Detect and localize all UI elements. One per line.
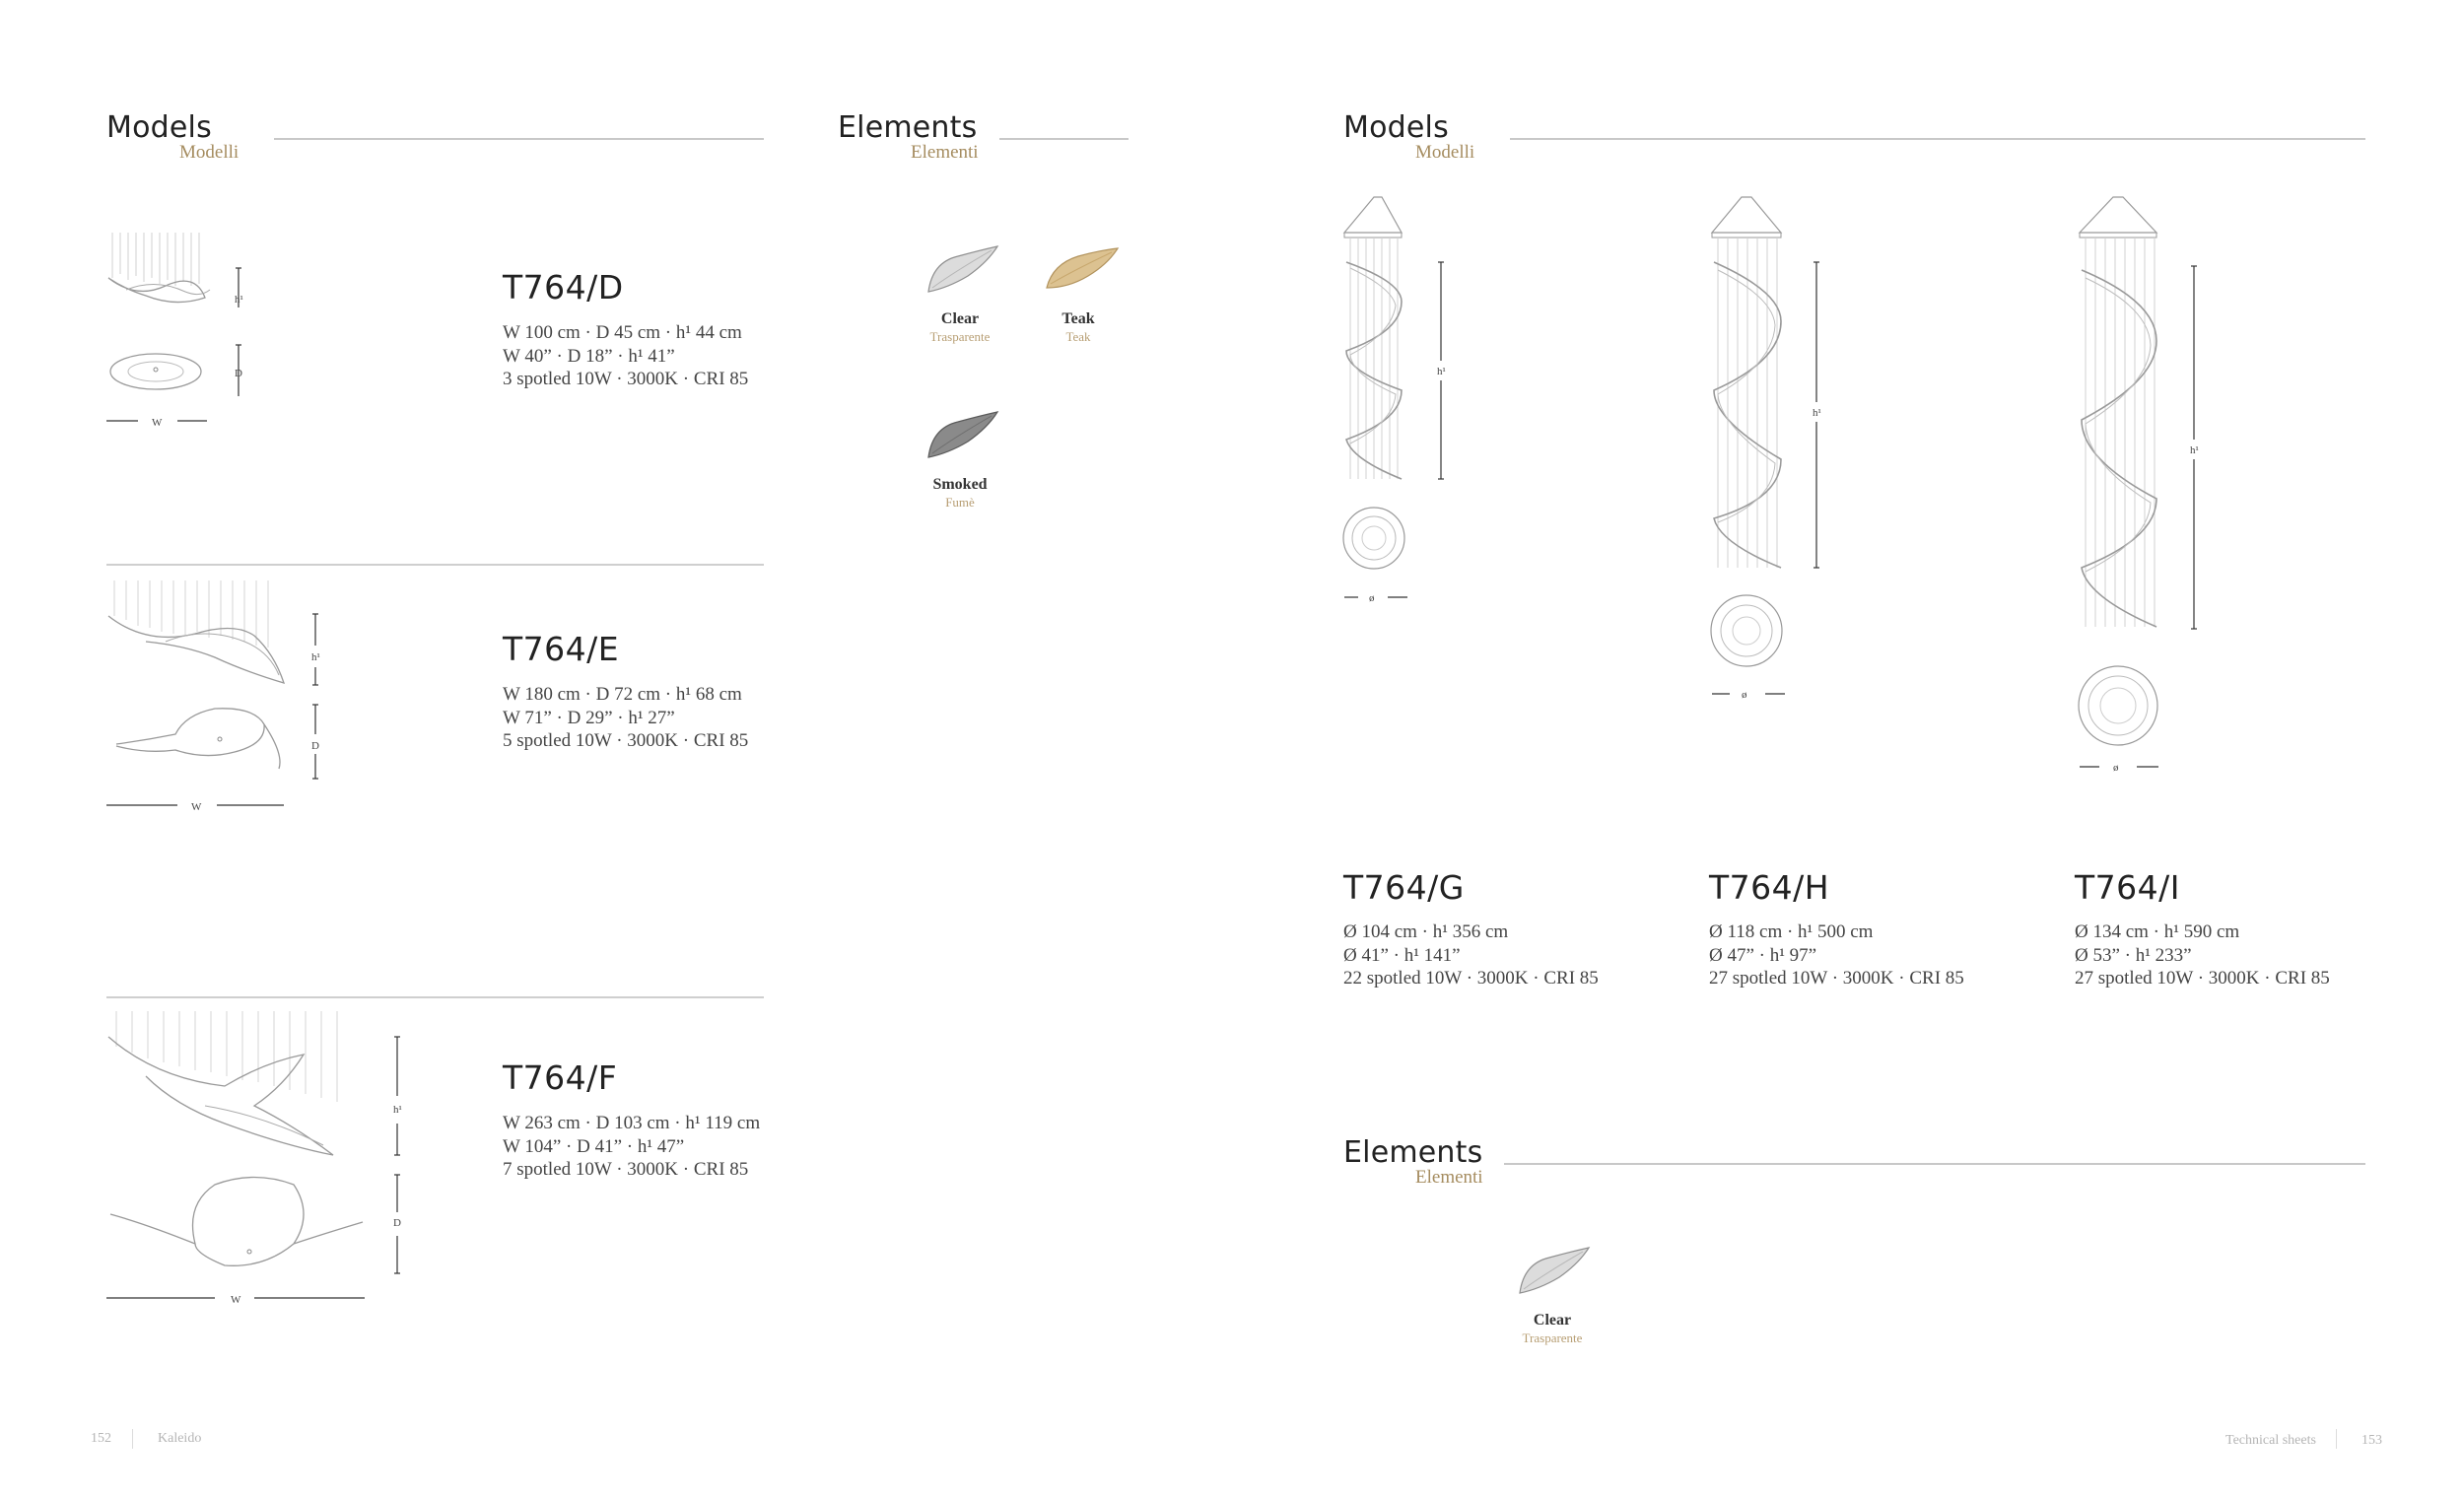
footer-page-number-left: 152 bbox=[91, 1431, 111, 1446]
model-h-diameter-label: ø bbox=[1742, 689, 1747, 701]
model-code-e: T764/E bbox=[503, 630, 620, 668]
model-i-diameter-label: ø bbox=[2113, 762, 2119, 774]
element-teak-subname: Teak bbox=[1065, 329, 1091, 344]
footer-divider-left bbox=[132, 1429, 133, 1449]
model-f-spec bbox=[503, 1112, 760, 1182]
spec-line: W 100 cm · D 45 cm · h¹ 44 cm bbox=[503, 322, 742, 343]
model-h-spec bbox=[1709, 920, 1964, 990]
element-smoked-image bbox=[924, 408, 1003, 462]
model-e-d-label: D bbox=[311, 740, 319, 752]
divider-2 bbox=[106, 996, 764, 998]
spec-line: 7 spotled 10W · 3000K · CRI 85 bbox=[503, 1159, 749, 1180]
spec-line: 5 spotled 10W · 3000K · CRI 85 bbox=[503, 730, 749, 751]
element-teak-image bbox=[1043, 242, 1122, 297]
model-code-h: T764/H bbox=[1709, 868, 1830, 907]
element-teak-name: Teak bbox=[1061, 310, 1095, 327]
spec-line: Ø 134 cm · h¹ 590 cm bbox=[2075, 921, 2240, 942]
spec-line: 27 spotled 10W · 3000K · CRI 85 bbox=[2075, 968, 2330, 989]
footer-section: Technical sheets bbox=[2225, 1433, 2316, 1448]
spec-line: W 40” · D 18” · h¹ 41” bbox=[503, 345, 675, 367]
model-g-diameter-label: ø bbox=[1369, 592, 1375, 604]
model-e-drawing bbox=[106, 577, 333, 813]
footer-page-number-right: 153 bbox=[2361, 1433, 2382, 1448]
model-code-i: T764/I bbox=[2075, 868, 2180, 907]
model-i-drawing bbox=[2078, 193, 2216, 784]
model-h-h-label: h¹ bbox=[1813, 407, 1821, 419]
elements-title-left: Elements bbox=[838, 110, 978, 145]
spec-line: W 263 cm · D 103 cm · h¹ 119 cm bbox=[503, 1113, 761, 1133]
models-rule-left bbox=[274, 138, 764, 140]
model-f-drawing bbox=[106, 1007, 422, 1313]
model-d-h-label: h¹ bbox=[235, 294, 243, 306]
model-f-h-label: h¹ bbox=[393, 1104, 402, 1116]
spec-line: 27 spotled 10W · 3000K · CRI 85 bbox=[1709, 968, 1964, 989]
spec-line: W 71” · D 29” · h¹ 27” bbox=[503, 707, 675, 728]
model-h-drawing bbox=[1710, 193, 1838, 706]
model-code-d: T764/D bbox=[503, 268, 624, 307]
element-smoked-subname: Fumè bbox=[945, 495, 975, 510]
model-g-h-label: h¹ bbox=[1437, 366, 1446, 377]
models-title-right: Models bbox=[1343, 110, 1449, 145]
element-smoked-name: Smoked bbox=[932, 476, 988, 493]
elements-subtitle-right: Elementi bbox=[1415, 1167, 1483, 1188]
spec-line: Ø 118 cm · h¹ 500 cm bbox=[1709, 921, 1874, 942]
spec-line: W 104” · D 41” · h¹ 47” bbox=[503, 1135, 685, 1157]
elements-subtitle-left: Elementi bbox=[911, 142, 979, 163]
divider-1 bbox=[106, 564, 764, 566]
element-clear-name-right: Clear bbox=[1533, 1312, 1572, 1329]
models-rule-right bbox=[1510, 138, 2365, 140]
element-clear-subname: Trasparente bbox=[929, 329, 991, 344]
element-clear-image bbox=[924, 242, 1003, 297]
spec-line: W 180 cm · D 72 cm · h¹ 68 cm bbox=[503, 684, 742, 705]
model-g-drawing bbox=[1342, 193, 1461, 607]
element-clear-subname-right: Trasparente bbox=[1522, 1330, 1583, 1345]
model-d-drawing bbox=[106, 229, 264, 436]
models-title-left: Models bbox=[106, 110, 212, 145]
spec-line: Ø 41” · h¹ 141” bbox=[1343, 944, 1461, 966]
elements-title-right: Elements bbox=[1343, 1135, 1483, 1170]
model-e-h-label: h¹ bbox=[311, 651, 320, 663]
model-e-spec bbox=[503, 683, 748, 753]
model-i-spec bbox=[2075, 920, 2330, 990]
models-subtitle-left: Modelli bbox=[179, 142, 240, 163]
spec-line: 3 spotled 10W · 3000K · CRI 85 bbox=[503, 369, 749, 389]
element-clear-name: Clear bbox=[940, 310, 980, 327]
spec-line: Ø 53” · h¹ 233” bbox=[2075, 944, 2192, 966]
footer-brand: Kaleido bbox=[158, 1431, 202, 1446]
spec-line: Ø 47” · h¹ 97” bbox=[1709, 944, 1817, 966]
model-i-h-label: h¹ bbox=[2190, 444, 2199, 456]
model-f-d-label: D bbox=[393, 1217, 401, 1229]
elements-rule-right bbox=[1504, 1163, 2365, 1165]
model-f-w-label: W bbox=[231, 1294, 241, 1306]
footer-divider-right bbox=[2336, 1429, 2337, 1449]
element-clear-image-right bbox=[1516, 1244, 1595, 1298]
model-d-d-label: D bbox=[235, 368, 242, 379]
model-code-f: T764/F bbox=[503, 1058, 618, 1097]
model-d-w-label: W bbox=[152, 417, 163, 429]
model-e-w-label: W bbox=[191, 801, 202, 813]
model-g-spec bbox=[1343, 920, 1599, 990]
models-subtitle-right: Modelli bbox=[1415, 142, 1475, 163]
model-code-g: T764/G bbox=[1343, 868, 1465, 907]
model-d-spec bbox=[503, 321, 748, 391]
elements-rule-left bbox=[999, 138, 1129, 140]
spec-line: Ø 104 cm · h¹ 356 cm bbox=[1343, 921, 1509, 942]
spec-line: 22 spotled 10W · 3000K · CRI 85 bbox=[1343, 968, 1599, 989]
